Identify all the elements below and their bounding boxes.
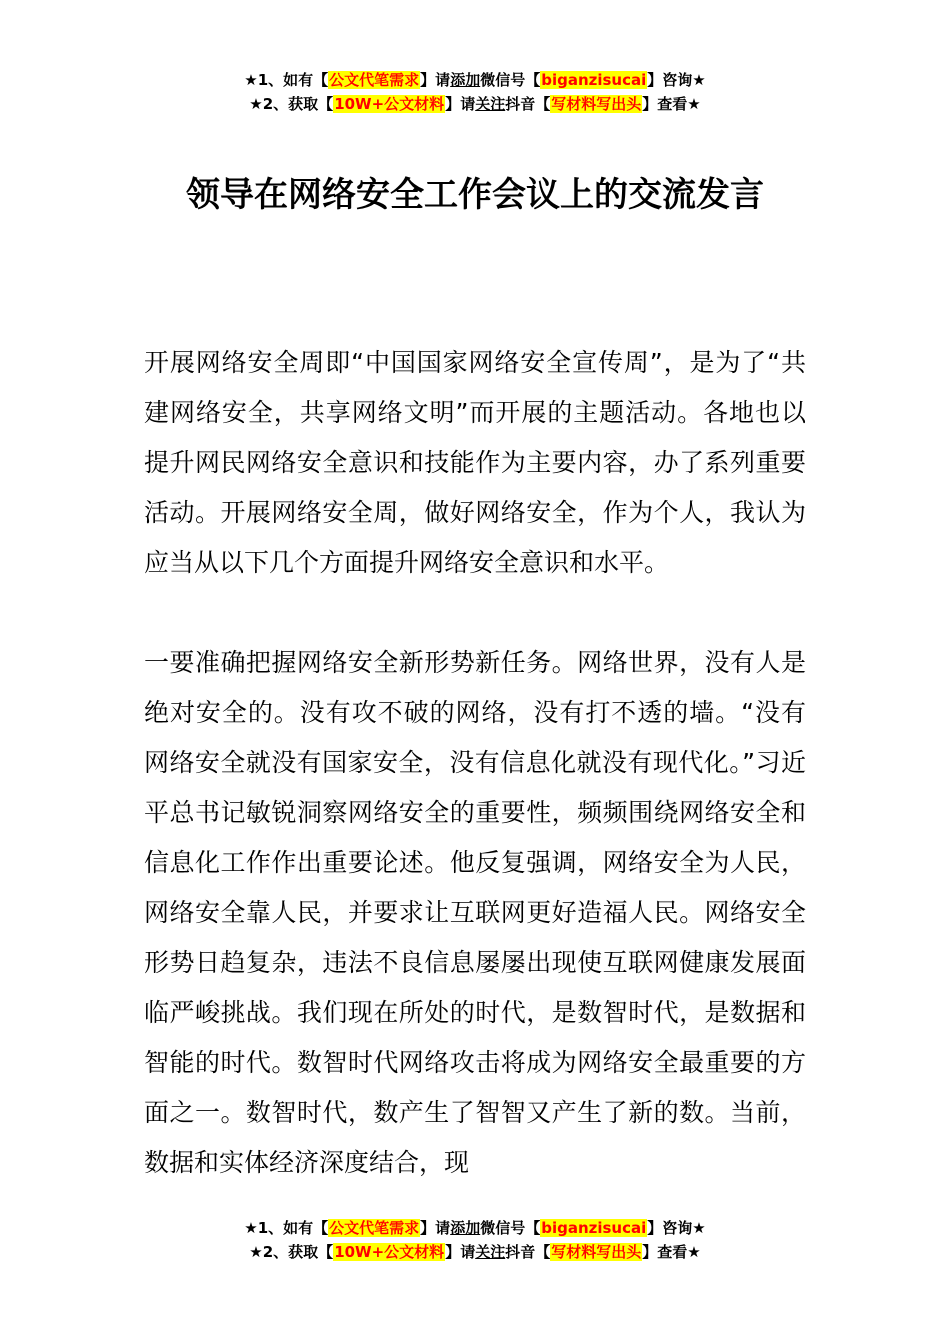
banner-text: 】查看★ bbox=[642, 95, 701, 113]
banner-highlight-douyin: 写材料写出头 bbox=[551, 1243, 642, 1261]
footer-banner bbox=[0, 1216, 950, 1264]
banner-text: ★1、如有【 bbox=[244, 1219, 329, 1237]
banner-highlight-service: 公文代笔需求 bbox=[329, 1219, 420, 1237]
banner-highlight-wechat-id: biganzisucai bbox=[541, 71, 647, 89]
banner-text: 微信号【 bbox=[480, 71, 541, 89]
banner-line-1 bbox=[0, 1216, 950, 1240]
banner-line-2 bbox=[0, 1240, 950, 1264]
document-title: 领导在网络安全工作会议上的交流发言 bbox=[186, 174, 764, 215]
banner-text: 】请 bbox=[420, 1219, 451, 1237]
banner-highlight-materials: 10W+公文材料 bbox=[334, 95, 445, 113]
banner-text: 】请 bbox=[445, 95, 476, 113]
banner-text: ★2、获取【 bbox=[249, 95, 334, 113]
banner-underline-add: 添加 bbox=[450, 1219, 481, 1237]
banner-underline-follow: 关注 bbox=[475, 1243, 506, 1261]
banner-underline-follow: 关注 bbox=[475, 95, 506, 113]
banner-text: 】咨询★ bbox=[647, 1219, 706, 1237]
banner-underline-add: 添加 bbox=[450, 71, 481, 89]
banner-text: 】查看★ bbox=[642, 1243, 701, 1261]
banner-text: 抖音【 bbox=[505, 95, 551, 113]
paragraph-1: 开展网络安全周即“中国国家网络安全宣传周”，是为了“共建网络安全，共享网络文明”而开展的主题活动。各地也以提升网民网络安全意识和技能作为主要内容，办了系列重要活动。开展网络安全周，做好网络安全，作为个人，我认为应当从以下几个方面提升网络安全意识和水平。 bbox=[144, 348, 806, 577]
banner-line-1 bbox=[0, 68, 950, 92]
banner-highlight-materials: 10W+公文材料 bbox=[334, 1243, 445, 1261]
banner-text: 抖音【 bbox=[505, 1243, 551, 1261]
document-body bbox=[144, 338, 806, 1188]
banner-text: 】咨询★ bbox=[647, 71, 706, 89]
banner-highlight-wechat-id: biganzisucai bbox=[541, 1219, 647, 1237]
banner-line-2 bbox=[0, 92, 950, 116]
banner-highlight-service: 公文代笔需求 bbox=[329, 71, 420, 89]
banner-highlight-douyin: 写材料写出头 bbox=[551, 95, 642, 113]
paragraph-2: 一要准确把握网络安全新形势新任务。网络世界，没有人是绝对安全的。没有攻不破的网络，没有打不透的墙。“没有网络安全就没有国家安全，没有信息化就没有现代化。”习近平总书记敏锐洞察网络安全的重要性，频频围绕网络安全和信息化工作作出重要论述。他反复强调，网络安全为人民，网络安全靠人民，并要求让互联网更好造福人民。网络安全形势日趋复杂，违法不良信息屡屡出现使互联网健康发展面临严峻挑战。我们现在所处的时代，是数智时代，是数据和智能的时代。数智时代网络攻击将成为网络安全最重要的方面之一。数智时代，数产生了智智又产生了新的数。当前，数据和实体经济深度结合，现 bbox=[144, 648, 806, 1177]
banner-text: 微信号【 bbox=[480, 1219, 541, 1237]
banner-text: 】请 bbox=[420, 71, 451, 89]
banner-text: 】请 bbox=[445, 1243, 476, 1261]
header-banner bbox=[0, 68, 950, 116]
banner-text: ★1、如有【 bbox=[244, 71, 329, 89]
banner-text: ★2、获取【 bbox=[249, 1243, 334, 1261]
